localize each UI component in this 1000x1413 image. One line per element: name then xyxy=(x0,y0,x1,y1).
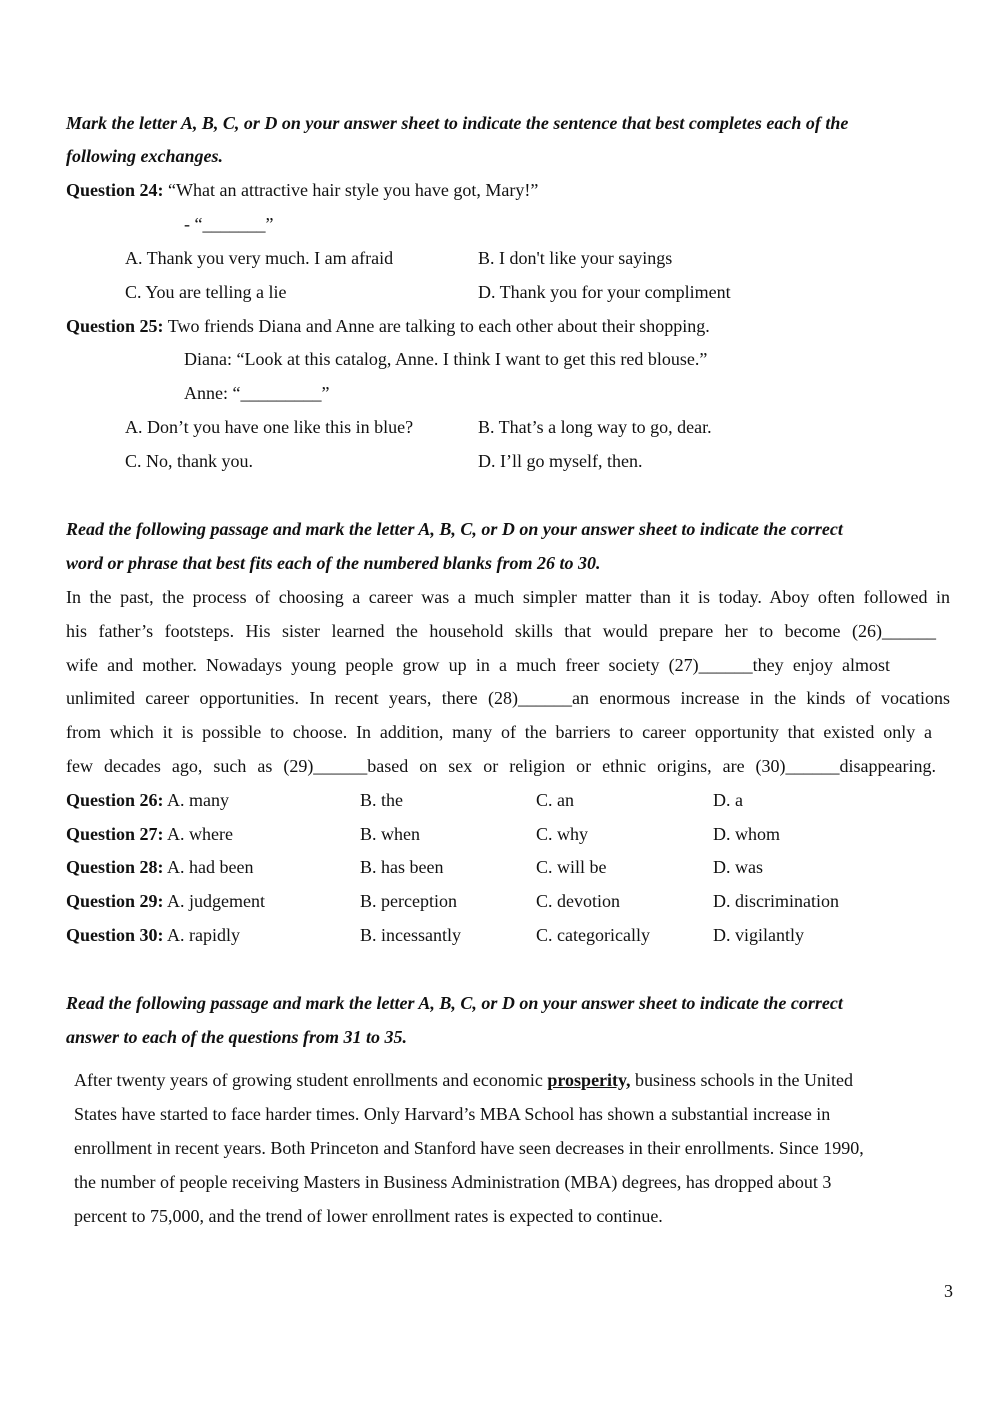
section1-instruction-line1: Mark the letter A, B, C, or D on your answer sheet to indicate the sentence that best completes each of the xyxy=(66,113,849,133)
passage2-line1-after: business schools in the United xyxy=(630,1070,854,1090)
question-26-option-c[interactable]: C. an xyxy=(536,790,574,810)
page-number: 3 xyxy=(944,1281,953,1301)
question-30-option-b[interactable]: B. incessantly xyxy=(360,925,461,945)
question-24-option-d[interactable]: D. Thank you for your compliment xyxy=(478,282,731,302)
question-27 xyxy=(66,824,233,845)
passage1-line4: unlimited career opportunities. In recent years, there (28)______an enormous increase in the kinds of vocations xyxy=(66,688,950,708)
question-28-option-a[interactable]: A. had been xyxy=(167,857,254,877)
passage2-line1 xyxy=(74,1070,853,1091)
question-26 xyxy=(66,790,229,811)
question-24-reply: - “_______” xyxy=(184,214,274,234)
question-25-prompt: Two friends Diana and Anne are talking to each other about their shopping. xyxy=(167,316,710,336)
question-29-option-d[interactable]: D. discrimination xyxy=(713,891,839,911)
passage1-line6: few decades ago, such as (29)______based on sex or religion or ethnic origins, are (30)______disappearing. xyxy=(66,756,936,776)
question-26-option-d[interactable]: D. a xyxy=(713,790,743,810)
passage1-line2: his father’s footsteps. His sister learned the household skills that would prepare her to become (26)______ xyxy=(66,621,936,641)
question-25-label: Question 25: xyxy=(66,316,164,336)
section3-instruction-line2: answer to each of the questions from 31 to 35. xyxy=(66,1027,408,1047)
section2-instruction-line2: word or phrase that best fits each of the numbered blanks from 26 to 30. xyxy=(66,553,601,573)
question-25-option-b[interactable]: B. That’s a long way to go, dear. xyxy=(478,417,712,437)
question-24-label: Question 24: xyxy=(66,180,164,200)
passage2-line4: the number of people receiving Masters in Business Administration (MBA) degrees, has dropped about 3 xyxy=(74,1172,832,1192)
passage1-line3: wife and mother. Nowadays young people grow up in a much freer society (27)______they enjoy almost xyxy=(66,655,890,675)
question-26-label: Question 26: xyxy=(66,790,164,810)
passage2-line2: States have started to face harder times. Only Harvard’s MBA School has shown a substantial increase in xyxy=(74,1104,831,1124)
question-30-option-c[interactable]: C. categorically xyxy=(536,925,650,945)
question-26-option-a[interactable]: A. many xyxy=(167,790,230,810)
section2-instruction-line1: Read the following passage and mark the letter A, B, C, or D on your answer sheet to indicate the correct xyxy=(66,519,843,539)
question-24-option-a[interactable]: A. Thank you very much. I am afraid xyxy=(125,248,394,268)
question-30-option-a[interactable]: A. rapidly xyxy=(167,925,241,945)
question-29-option-c[interactable]: C. devotion xyxy=(536,891,620,911)
question-29-option-b[interactable]: B. perception xyxy=(360,891,457,911)
question-27-option-d[interactable]: D. whom xyxy=(713,824,780,844)
question-25-option-d[interactable]: D. I’ll go myself, then. xyxy=(478,451,643,471)
question-26-option-b[interactable]: B. the xyxy=(360,790,403,810)
question-30-option-d[interactable]: D. vigilantly xyxy=(713,925,804,945)
passage1-line1: In the past, the process of choosing a career was a much simpler matter than it is today. Aboy often followed in xyxy=(66,587,950,607)
question-25-anne-line: Anne: “_________” xyxy=(184,383,330,403)
question-28-label: Question 28: xyxy=(66,857,164,877)
question-28-option-c[interactable]: C. will be xyxy=(536,857,607,877)
question-25-diana-line: Diana: “Look at this catalog, Anne. I think I want to get this red blouse.” xyxy=(184,349,708,369)
question-30 xyxy=(66,925,240,946)
question-24-prompt: “What an attractive hair style you have got, Mary!” xyxy=(168,180,539,200)
question-27-label: Question 27: xyxy=(66,824,164,844)
question-28-option-b[interactable]: B. has been xyxy=(360,857,444,877)
question-27-option-b[interactable]: B. when xyxy=(360,824,420,844)
passage1-line5: from which it is possible to choose. In addition, many of the barriers to career opportunity that existed only a xyxy=(66,722,932,742)
question-24-option-c[interactable]: C. You are telling a lie xyxy=(125,282,287,302)
passage2-line5: percent to 75,000, and the trend of lower enrollment rates is expected to continue. xyxy=(74,1206,663,1226)
passage2-line3: enrollment in recent years. Both Princeton and Stanford have seen decreases in their enrollments. Since 1990, xyxy=(74,1138,864,1158)
question-28-option-d[interactable]: D. was xyxy=(713,857,763,877)
question-24 xyxy=(66,180,538,201)
question-30-label: Question 30: xyxy=(66,925,164,945)
question-29-option-a[interactable]: A. judgement xyxy=(167,891,266,911)
passage2-line1-before: After twenty years of growing student enrollments and economic xyxy=(74,1070,548,1090)
question-25-option-a[interactable]: A. Don’t you have one like this in blue? xyxy=(125,417,414,437)
question-24-option-b[interactable]: B. I don't like your sayings xyxy=(478,248,673,268)
section1-instruction-line2: following exchanges. xyxy=(66,146,224,166)
question-29-label: Question 29: xyxy=(66,891,164,911)
question-25-option-c[interactable]: C. No, thank you. xyxy=(125,451,253,471)
question-27-option-c[interactable]: C. why xyxy=(536,824,589,844)
question-29 xyxy=(66,891,265,912)
question-27-option-a[interactable]: A. where xyxy=(167,824,234,844)
question-25 xyxy=(66,316,710,337)
keyword-prosperity: prosperity, xyxy=(547,1070,631,1090)
question-28 xyxy=(66,857,254,878)
section3-instruction-line1: Read the following passage and mark the letter A, B, C, or D on your answer sheet to indicate the correct xyxy=(66,993,843,1013)
